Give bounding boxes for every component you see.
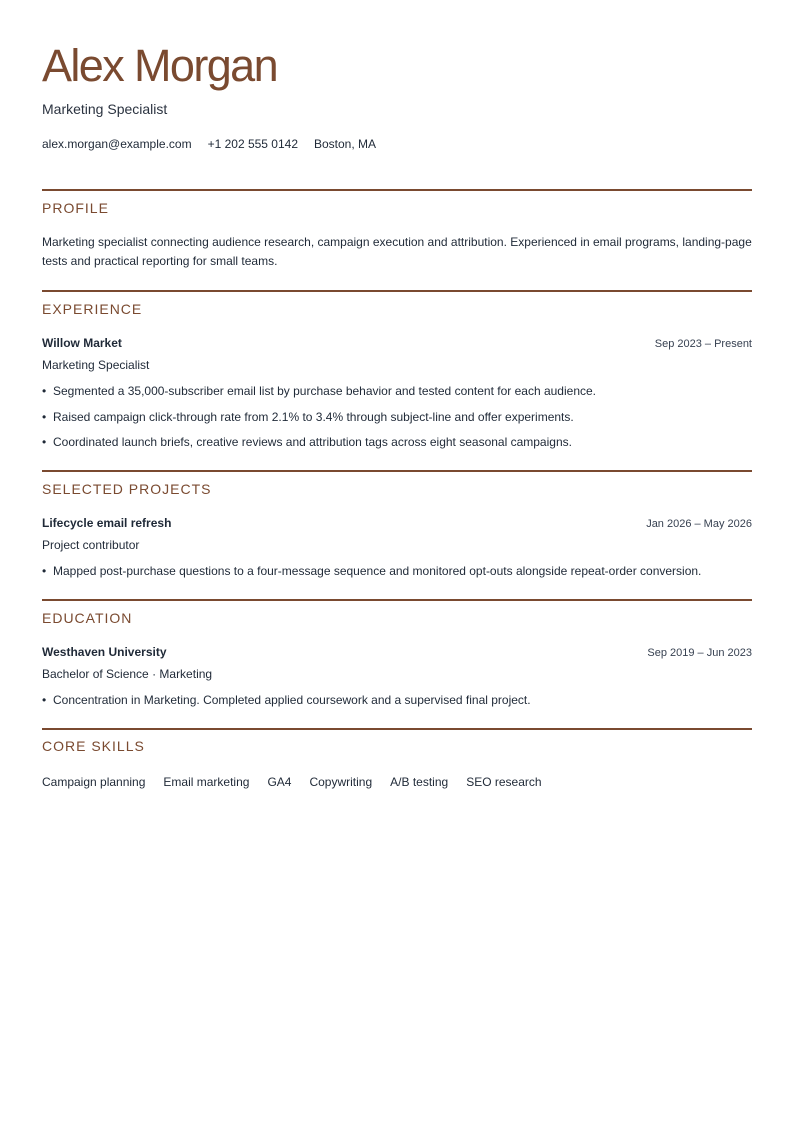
- list-item: • Coordinated launch briefs, creative reviews and attribution tags across eight seasonal campaigns.: [42, 435, 572, 449]
- skill-item: Copywriting: [309, 775, 373, 789]
- skill-item: GA4: [267, 775, 292, 789]
- experience-company: Willow Market: [42, 336, 122, 350]
- experience-dates: Sep 2023 – Present: [654, 338, 752, 350]
- skill-item: Email marketing: [163, 775, 250, 789]
- project-dates: Jan 2026 – May 2026: [646, 518, 752, 530]
- candidate-title: Marketing Specialist: [42, 101, 168, 117]
- skill-item: Campaign planning: [42, 775, 146, 789]
- skills-heading: CORE SKILLS: [42, 738, 145, 754]
- bullet-icon: •: [42, 384, 47, 398]
- section-divider: [42, 470, 752, 472]
- bullet-icon: •: [42, 435, 47, 449]
- project-role: Project contributor: [42, 538, 140, 552]
- education-dates: Sep 2019 – Jun 2023: [647, 647, 752, 659]
- contact-line: [42, 137, 376, 151]
- section-divider: [42, 599, 752, 601]
- experience-role: Marketing Specialist: [42, 358, 150, 372]
- list-item: • Segmented a 35,000-subscriber email list by purchase behavior and tested content for each audience.: [42, 384, 596, 398]
- contact-location: Boston, MA: [314, 137, 377, 151]
- skills-list: [42, 775, 542, 789]
- candidate-name: Alex Morgan: [42, 40, 278, 91]
- list-item: • Raised campaign click-through rate from 2.1% to 3.4% through subject-line and offer experiments.: [42, 410, 574, 424]
- list-item: • Concentration in Marketing. Completed applied coursework and a supervised final project.: [42, 693, 531, 707]
- education-degree: Bachelor of Science · Marketing: [42, 667, 213, 681]
- contact-phone: +1 202 555 0142: [207, 137, 298, 151]
- projects-heading: SELECTED PROJECTS: [42, 481, 212, 497]
- list-item: • Mapped post-purchase questions to a four-message sequence and monitored opt-outs alongside repeat-order conversion.: [42, 564, 702, 578]
- section-divider: [42, 728, 752, 730]
- bullet-icon: •: [42, 693, 47, 707]
- section-divider: [42, 189, 752, 191]
- contact-email: alex.morgan@example.com: [42, 137, 192, 151]
- education-heading: EDUCATION: [42, 610, 133, 626]
- project-name: Lifecycle email refresh: [42, 516, 172, 530]
- profile-text: Marketing specialist connecting audience research, campaign execution and attribution. Experienced in email programs, landing-page tests and practical reporting for small teams.: [42, 235, 752, 268]
- profile-heading: PROFILE: [42, 200, 109, 216]
- skill-item: SEO research: [466, 775, 542, 789]
- bullet-icon: •: [42, 564, 47, 578]
- section-divider: [42, 290, 752, 292]
- skill-item: A/B testing: [390, 775, 449, 789]
- experience-heading: EXPERIENCE: [42, 301, 143, 317]
- bullet-icon: •: [42, 410, 47, 424]
- education-school: Westhaven University: [42, 645, 167, 659]
